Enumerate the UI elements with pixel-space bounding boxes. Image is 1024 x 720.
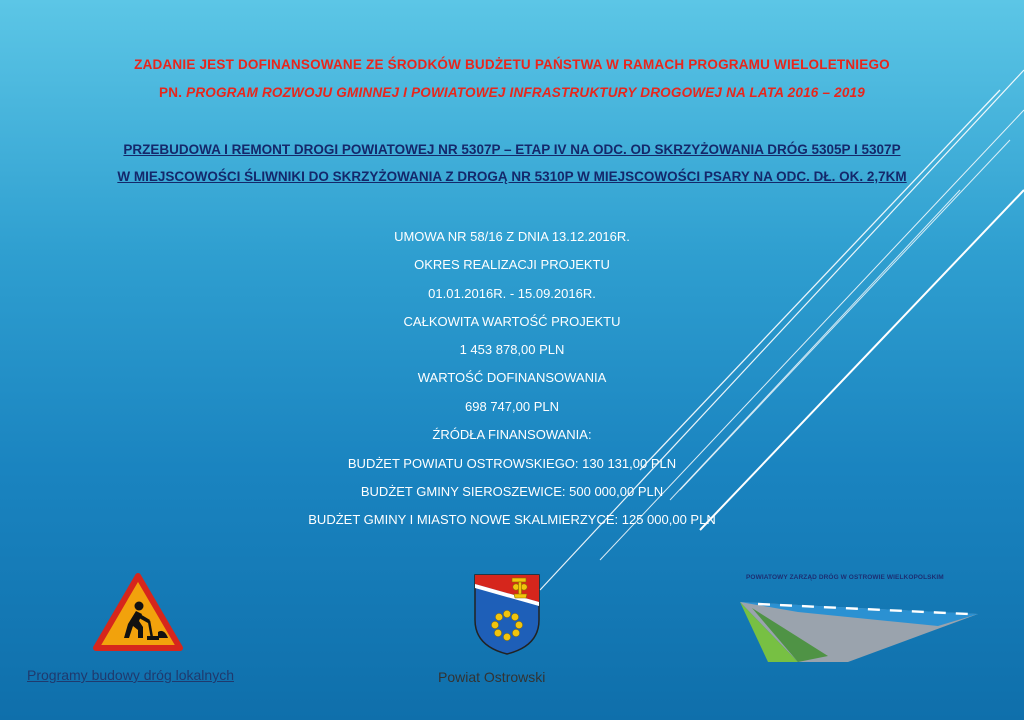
total-value: 1 453 878,00 PLN: [459, 342, 565, 357]
cofinance-label: WARTOŚĆ DOFINANSOWANIA: [417, 370, 607, 385]
period-value: 01.01.2016R. - 15.09.2016R.: [428, 286, 596, 301]
funding-header-line2: [0, 85, 1024, 100]
road-authority-name: POWIATOWY ZARZĄD DRÓG W OSTROWIE WIELKOPOLSKIM: [746, 574, 944, 581]
period-label: OKRES REALIZACJI PROJEKTU: [414, 257, 610, 272]
funding-sources-label: ŹRÓDŁA FINANSOWANIA:: [432, 427, 592, 442]
road-works-sign-logo: [92, 572, 184, 654]
road-authority-logo-icon: [738, 586, 988, 666]
road-works-sign-icon: [92, 572, 184, 654]
program-name: PROGRAM ROZWOJU GMINNEJ I POWIATOWEJ INFRASTRUKTURY DROGOWEJ NA LATA 2016 – 2019: [186, 85, 865, 100]
project-title-line1: PRZEBUDOWA I REMONT DROGI POWIATOWEJ NR 5307P – ETAP IV NA ODC. OD SKRZYŻOWANIA DRÓG 5305P I 5307P: [123, 142, 901, 157]
funding-source-county: BUDŻET POWIATU OSTROWSKIEGO: 130 131,00 PLN: [347, 456, 677, 471]
project-title-line2: W MIEJSCOWOŚCI ŚLIWNIKI DO SKRZYŻOWANIA Z DROGĄ NR 5310P W MIEJSCOWOŚCI PSARY NA ODC. DŁ. OK. 2,7KM: [117, 169, 907, 184]
county-caption: Powiat Ostrowski: [438, 669, 546, 685]
funding-header-prefix: PN.: [159, 85, 187, 100]
funding-source-sieroszewice: BUDŻET GMINY SIEROSZEWICE: 500 000,00 PLN: [360, 484, 664, 499]
cofinance-value: 698 747,00 PLN: [465, 399, 559, 414]
funding-header-line1: ZADANIE JEST DOFINANSOWANE ZE ŚRODKÓW BUDŻETU PAŃSTWA W RAMACH PROGRAMU WIELOLETNIEGO: [134, 57, 890, 72]
total-value-label: CAŁKOWITA WARTOŚĆ PROJEKTU: [403, 314, 621, 329]
road-authority-logo: [738, 572, 988, 658]
county-coat-of-arms: [472, 572, 542, 656]
funding-source-nowe-skalmierzyce: BUDŻET GMINY I MIASTO NOWE SKALMIERZYCE: 125 000,00 PLN: [308, 512, 716, 527]
county-coat-of-arms-icon: [472, 572, 542, 656]
program-link[interactable]: Programy budowy dróg lokalnych: [27, 667, 234, 683]
contract-number: UMOWA NR 58/16 Z DNIA 13.12.2016R.: [394, 229, 630, 244]
